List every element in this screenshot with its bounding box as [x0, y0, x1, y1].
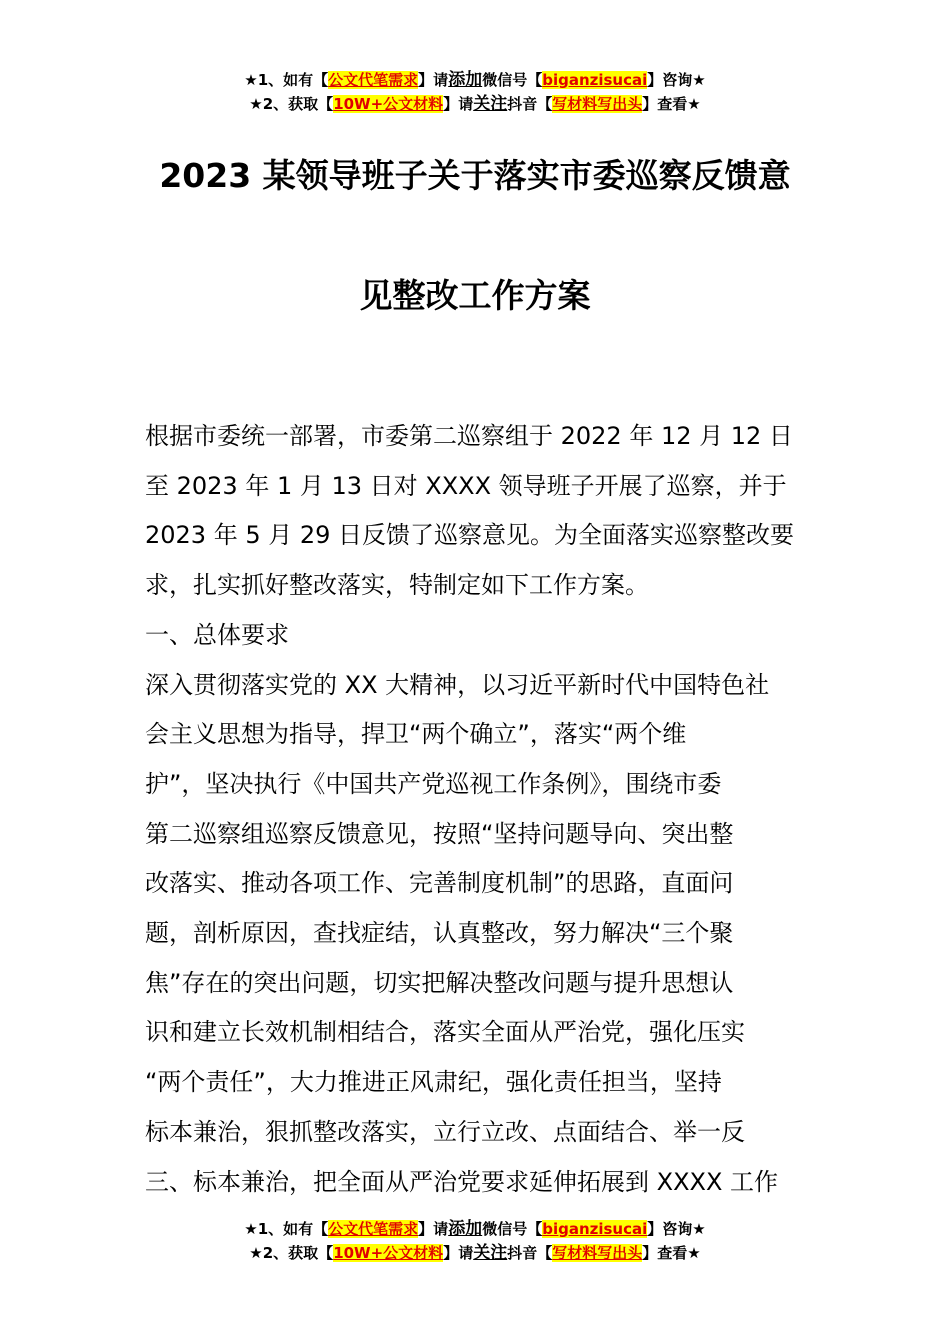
banner-text: 】请 [418, 1220, 449, 1238]
banner-text: 】咨询★ [647, 71, 706, 89]
body-text-line: 根据市委统一部署，市委第二巡察组于 2022 年 12 月 12 日 [145, 422, 793, 450]
banner-row-1 [0, 1217, 950, 1241]
body-text-line: 题，剖析原因，查找症结，认真整改，努力解决“三个聚 [145, 919, 734, 948]
banner-text: 微信号【 [482, 1220, 543, 1238]
banner-text: 抖音【 [507, 1244, 553, 1262]
document-title-line-1: 2023 某领导班子关于落实市委巡察反馈意 [159, 156, 791, 195]
body-text-line: 三、标本兼治，把全面从严治党要求延伸拓展到 XXXX 工作 [145, 1167, 779, 1196]
body-text-line: 焦”存在的突出问题，切实把解决整改问题与提升思想认 [145, 968, 734, 997]
banner-row-2 [0, 1241, 950, 1265]
banner-underline: 关注 [473, 1243, 508, 1263]
banner-text: ★2、获取【 [249, 1244, 334, 1262]
banner-text: 】请 [443, 1244, 474, 1262]
body-text-line: 识和建立长效机制相结合，落实全面从严治党，强化压实 [145, 1018, 745, 1047]
banner-text: 】查看★ [642, 1244, 701, 1262]
header-banner [0, 68, 950, 116]
banner-text: ★1、如有【 [244, 1220, 329, 1238]
banner-highlight: 公文代笔需求 [328, 71, 419, 89]
body-text-line: 2023 年 5 月 29 日反馈了巡察意见。为全面落实巡察整改要 [145, 521, 795, 550]
banner-highlight: 写材料写出头 [552, 95, 643, 113]
body-text-line: 一、总体要求 [145, 620, 289, 649]
banner-row-2 [0, 92, 950, 116]
banner-highlight: 写材料写出头 [552, 1244, 643, 1262]
banner-text: ★1、如有【 [244, 71, 329, 89]
banner-row-1 [0, 68, 950, 92]
body-text-line: 护”，坚决执行《中国共产党巡视工作条例》，围绕市委 [145, 769, 722, 798]
body-text-line: 第二巡察组巡察反馈意见，按照“坚持问题导向、突出整 [145, 819, 734, 848]
banner-underline: 添加 [448, 1219, 483, 1239]
banner-text: 微信号【 [482, 71, 543, 89]
banner-underline: 添加 [448, 70, 483, 90]
banner-highlight: 10W+公文材料 [333, 95, 444, 113]
body-text-line: “两个责任”，大力推进正风肃纪，强化责任担当，坚持 [145, 1068, 722, 1097]
banner-text: 】请 [418, 71, 449, 89]
body-text-line: 至 2023 年 1 月 13 日对 XXXX 领导班子开展了巡察，并于 [145, 471, 787, 500]
body-text-line: 求，扎实抓好整改落实，特制定如下工作方案。 [145, 571, 649, 600]
banner-highlight: biganzisucai [542, 71, 648, 89]
document-title-line-2: 见整改工作方案 [359, 276, 591, 315]
banner-highlight: biganzisucai [542, 1220, 648, 1238]
banner-text: 抖音【 [507, 95, 553, 113]
banner-text: ★2、获取【 [249, 95, 334, 113]
banner-text: 】查看★ [642, 95, 701, 113]
banner-highlight: 公文代笔需求 [328, 1220, 419, 1238]
body-text-line: 会主义思想为指导，捍卫“两个确立”，落实“两个维 [145, 720, 687, 749]
body-text-line: 深入贯彻落实党的 XX 大精神，以习近平新时代中国特色社 [145, 670, 770, 699]
banner-text: 】咨询★ [647, 1220, 706, 1238]
banner-text: 】请 [443, 95, 474, 113]
body-text-line: 标本兼治，狠抓整改落实，立行立改、点面结合、举一反 [145, 1117, 745, 1146]
banner-highlight: 10W+公文材料 [333, 1244, 444, 1262]
banner-underline: 关注 [473, 94, 508, 114]
footer-banner [0, 1217, 950, 1265]
document-body [145, 412, 825, 1207]
body-text-line: 改落实、推动各项工作、完善制度机制”的思路，直面问 [145, 869, 734, 898]
